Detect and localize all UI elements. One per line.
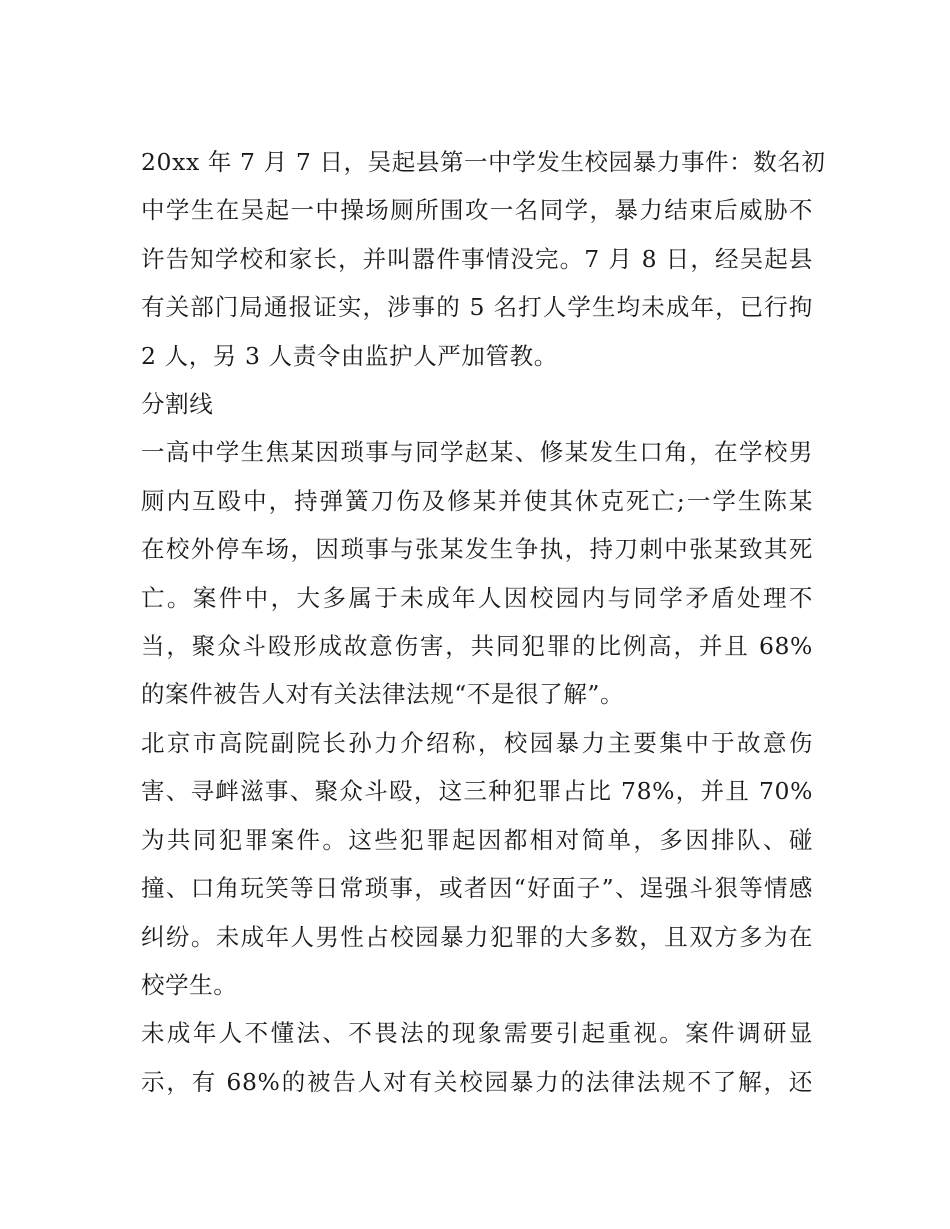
text-line: 为共同犯罪案件。这些犯罪起因都相对简单，多因排队、碰 [141, 825, 813, 854]
text-line: 中学生在吴起一中操场厕所围攻一名同学，暴力结束后威胁不 [141, 196, 813, 225]
text-line: 纠纷。未成年人男性占校园暴力犯罪的大多数，且双方多为在 [141, 922, 813, 951]
paragraph-high-school-cases [141, 428, 813, 718]
document-body [141, 138, 826, 1106]
text-line: 2 人，另 3 人责令由监护人严加管教。 [141, 341, 558, 370]
text-line: 在校外停车场，因琐事与张某发生争执，持刀刺中张某致其死 [141, 535, 813, 564]
text-line: 害、寻衅滋事、聚众斗殴，这三种犯罪占比 78%，并且 70% [141, 777, 813, 806]
paragraph-incident-wuqi [141, 138, 826, 380]
text-line: 未成年人不懂法、不畏法的现象需要引起重视。案件调研显 [141, 1019, 813, 1048]
text-line: 撞、口角玩笑等日常琐事，或者因“好面子”、逞强斗狠等情感 [141, 874, 813, 903]
text-line: 校学生。 [141, 970, 238, 999]
text-line: 一高中学生焦某因琐事与同学赵某、修某发生口角，在学校男 [141, 438, 813, 467]
paragraph-beijing-court [141, 719, 813, 1009]
text-line: 北京市高院副院长孙力介绍称，校园暴力主要集中于故意伤 [141, 728, 813, 757]
paragraph-legal-awareness [141, 1009, 813, 1106]
text-line: 的案件被告人对有关法律法规“不是很了解”。 [141, 680, 625, 709]
text-line: 亡。案件中，大多属于未成年人因校园内与同学矛盾处理不 [141, 583, 813, 612]
text-line: 许告知学校和家长，并叫嚣件事情没完。7 月 8 日，经吴起县 [141, 244, 813, 273]
section-divider-label [141, 380, 813, 428]
text-line: 有关部门局通报证实，涉事的 5 名打人学生均未成年，已行拘 [141, 293, 813, 322]
text-line: 示，有 68%的被告人对有关校园暴力的法律法规不了解，还 [141, 1067, 813, 1096]
text-line: 厕内互殴中，持弹簧刀伤及修某并使其休克死亡;一学生陈某 [141, 486, 813, 515]
text-line: 当，聚众斗殴形成故意伤害，共同犯罪的比例高，并且 68% [141, 632, 813, 661]
text-line: 分割线 [141, 390, 214, 419]
text-line: 20xx 年 7 月 7 日，吴起县第一中学发生校园暴力事件：数名初 [141, 148, 826, 176]
